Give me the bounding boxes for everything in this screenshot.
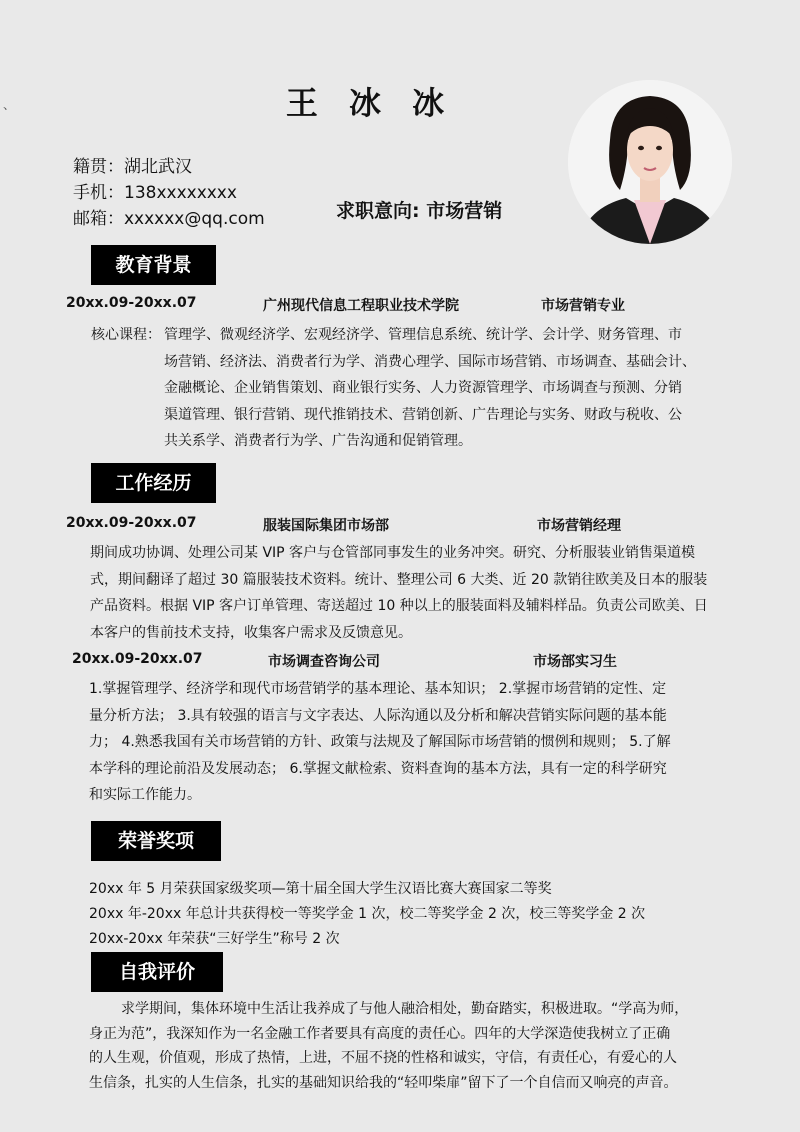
job-line: 本学科的理论前沿及发展动态； 6.掌握文献检索、资料查询的基本方法，具有一定的科学研究	[89, 760, 667, 777]
section-title-work: 工作经历	[91, 463, 216, 503]
hometown-line: 籍贯：湖北武汉	[73, 157, 192, 177]
job-line: 期间成功协调、处理公司某 VIP 客户与仓管部同事发生的业务冲突。研究、分析服装业销售渠道模	[90, 545, 696, 561]
education-period: 20xx.09-20xx.07	[66, 295, 197, 311]
education-school: 广州现代信息工程职业技术学院	[263, 298, 459, 314]
job-role: 市场部实习生	[533, 654, 617, 670]
stray-mark: 、	[3, 98, 16, 112]
job-line: 本客户的售前技术支持，收集客户需求及反馈意见。	[90, 624, 412, 641]
job-line: 1.掌握管理学、经济学和现代市场营销学的基本理论、基本知识； 2.掌握市场营销的定性、定	[89, 681, 667, 697]
job-company: 服装国际集团市场部	[263, 518, 389, 534]
self-evaluation-text	[89, 997, 688, 1095]
job-line: 式，期间翻译了超过 30 篇服装技术资料。统计、整理公司 6 大类、近 20 款销往欧美及日本的服装	[90, 571, 708, 588]
job-line: 产品资料。根据 VIP 客户订单管理、寄送超过 10 种以上的服装面料及辅料样品。负责公司欧美、日	[90, 598, 708, 614]
job-description	[89, 676, 671, 809]
job-line: 力； 4.熟悉我国有关市场营销的方针、政策与法规及了解国际市场营销的惯例和规则； 5.了解	[89, 734, 671, 750]
job-period: 20xx.09-20xx.07	[66, 515, 197, 531]
honors-list	[89, 877, 645, 952]
section-title-self-evaluation: 自我评价	[91, 952, 223, 992]
courses-list	[164, 322, 764, 455]
profile-photo	[568, 80, 732, 244]
education-major: 市场营销专业	[541, 298, 625, 314]
honor-item: 20xx 年-20xx 年总计共获得校一等奖学金 1 次，校二等奖学金 2 次，校三等奖学金 2 次	[89, 906, 646, 922]
self-eval-line: 求学期间，集体环境中生活让我养成了与他人融洽相处，勤奋踏实，积极进取。“学高为师，	[121, 1001, 689, 1017]
job-role: 市场营销经理	[537, 518, 621, 534]
job-line: 量分析方法； 3.具有较强的语言与文字表达、人际沟通以及分析和解决营销实际问题的基本能	[89, 707, 667, 724]
honor-item: 20xx 年 5 月荣获国家级奖项—第十届全国大学生汉语比赛大赛国家二等奖	[89, 881, 552, 897]
phone-line: 手机：138xxxxxxxx	[73, 183, 237, 203]
applicant-name: 王 冰 冰	[285, 84, 455, 122]
email-line: 邮箱：xxxxxx@qq.com	[73, 209, 265, 229]
course-line: 金融概论、企业销售策划、商业银行实务、人力资源管理学、市场调查与预测、分销	[164, 380, 682, 396]
course-line: 共关系学、消费者行为学、广告沟通和促销管理。	[164, 433, 472, 449]
course-line: 场营销、经济法、消费者行为学、消费心理学、国际市场营销、市场调查、基础会计、	[164, 353, 696, 370]
honor-item: 20xx-20xx 年荣获“三好学生”称号 2 次	[89, 931, 340, 947]
portrait-image	[568, 80, 732, 244]
section-title-education: 教育背景	[91, 245, 216, 285]
job-line: 和实际工作能力。	[89, 787, 201, 803]
course-line: 管理学、微观经济学、宏观经济学、管理信息系统、统计学、会计学、财务管理、市	[164, 327, 682, 343]
job-objective: 求职意向: 市场营销	[336, 200, 503, 222]
self-eval-line: 的人生观，价值观，形成了热情，上进，不屈不挠的性格和诚实，守信，有责任心，有爱心的人	[89, 1050, 677, 1066]
course-line: 渠道管理、银行营销、现代推销技术、营销创新、广告理论与实务、财政与税收、公	[164, 406, 682, 423]
job-company: 市场调查咨询公司	[268, 654, 380, 670]
courses-label: 核心课程：	[91, 327, 161, 343]
self-eval-line: 生信条，扎实的人生信条，扎实的基础知识给我的“轻叩柴扉”留下了一个自信而又响亮的声音。	[89, 1074, 678, 1091]
job-description	[90, 540, 708, 646]
job-period: 20xx.09-20xx.07	[72, 651, 203, 667]
self-eval-line: 身正为范”，我深知作为一名金融工作者要具有高度的责任心。四年的大学深造使我树立了正确	[89, 1025, 671, 1042]
section-title-honors: 荣誉奖项	[91, 821, 221, 861]
